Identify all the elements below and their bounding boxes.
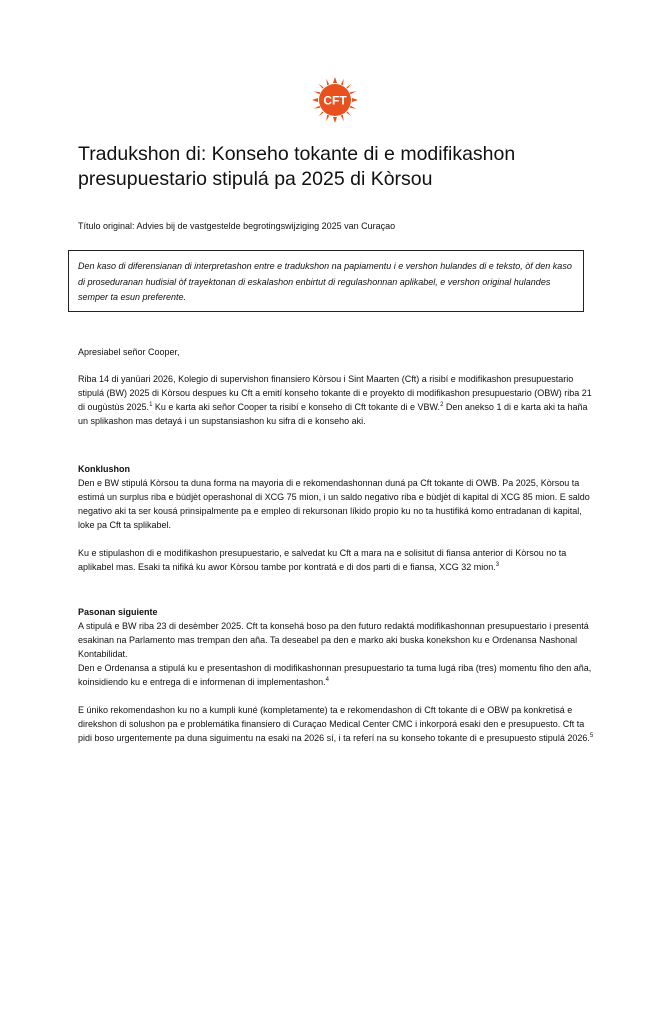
svg-text:CFT: CFT xyxy=(323,93,347,108)
intro-paragraph: Riba 14 di yanüari 2026, Kolegio di supervishon finansiero Kòrsou i Sint Maarten (Cft) a risibí e modifikashon presupuestario stipulá (BW) 2025 di Kòrsou despues ku Cft a emití konseho tokante di e proyekto di modifikashon presupuestario (OBW) riba 21 di ougùstùs 2025.$^1$ Ku e karta aki señor Cooper ta risibí e konseho di Cft tokante di e VBW.$^2$ Den anekso 1 di e karta aki ta haña un splikashon mas detayá i un supstansiashon ku sifra di e konseho aki. xyxy=(78,374,592,426)
salutation: Apresiabel señor Cooper, xyxy=(78,347,180,357)
cft-logo xyxy=(311,76,359,124)
pasonan-paragraph-2: Den e Ordenansa a stipulá ku e presentashon di modifikashonnan presupuestario ta tuma lugá riba (tres) momentu fiho den aña, koinsidiendo ku e entrega di e informenan di implementashon.$^4$ xyxy=(78,663,592,687)
pasonan-paragraph-3: E úniko rekomendashon ku no a kumpli kuné (kompletamente) ta e rekomendashon di Cft tokante di e OBW pa konkretisá e direkshon di solushon pa e problemátika finansiero di Curaçao Medical Center CMC i inkorporá esaki den e presupuesto. Cft ta pidi boso urgentemente pa duna siguimentu na esaki na 2026 sí, i ta referí na su konseho tokante di e presupuesto stipulá 2026.$^5$ xyxy=(78,705,594,743)
footnote-ref-2[interactable]: 2 xyxy=(440,402,444,408)
konklushon-heading: Konklushon xyxy=(78,464,130,474)
footnote-ref-5[interactable]: 5 xyxy=(589,733,594,739)
pasonan-heading: Pasonan siguiente xyxy=(78,607,158,617)
footnote-ref-3[interactable]: 3 xyxy=(495,562,500,568)
pasonan-section xyxy=(78,605,598,745)
page-title: Tradukshon di: Konseho tokante di e modifikashon presupuestario stipulá pa 2025 di Kòrsou xyxy=(78,143,516,190)
konklushon-paragraph-2: Ku e stipulashon di e modifikashon presupuestario, e salvedat ku Cft a mara na e solisitut di fiansa anterior di Kòrsou no ta aplikabel mas. Esaki ta nifiká ku awor Kòrsou tambe por kontratá e di dos parti di e fiansa, XCG 32 mion.$^3$ xyxy=(78,548,567,572)
disclaimer-box: Den kaso di diferensianan di interpretashon entre e tradukshon na papiamentu i e vershon hulandes di e teksto, òf den kaso di proseduranan hudisial òf trayektonan di eskalashon enbirtut di regulashonnan aplikabel, e vershon original hulandes semper ta esun preferente. xyxy=(68,250,584,312)
pasonan-paragraph-1: A stipulá e BW riba 23 di desèmber 2025. Cft ta konsehá boso pa den futuro redaktá modifikashonnan presupuestario i presentá esakinan na Parlamento mas trempan den aña. Ta deseabel pa den e marko aki buska konekshon ku e Ordenansa Nashonal Kontabilidat. xyxy=(78,621,589,659)
footnote-ref-1[interactable]: 1 xyxy=(149,402,153,408)
konklushon-paragraph-1: Den e BW stipulá Kòrsou ta duna forma na mayoria di e rekomendashonnan duná pa Cft tokante di OWB. Pa 2025, Kòrsou ta estimá un surplus riba e bùdjèt operashonal di XCG 75 mion, i un saldo negativo riba e bùdjèt di kapital di XCG 85 mion. E saldo negativo aki ta ser kousá prinsipalmente pa e empleo di rekursonan líkido propio ku no ta hustifiká komo entradanan di kapital, loke pa Cft ta splikabel. xyxy=(78,478,590,530)
footnote-ref-4[interactable]: 4 xyxy=(325,677,329,683)
original-title: Título original: Advies bij de vastgestelde begrotingswijziging 2025 van Curaçao xyxy=(78,221,396,231)
konklushon-section xyxy=(78,462,598,574)
